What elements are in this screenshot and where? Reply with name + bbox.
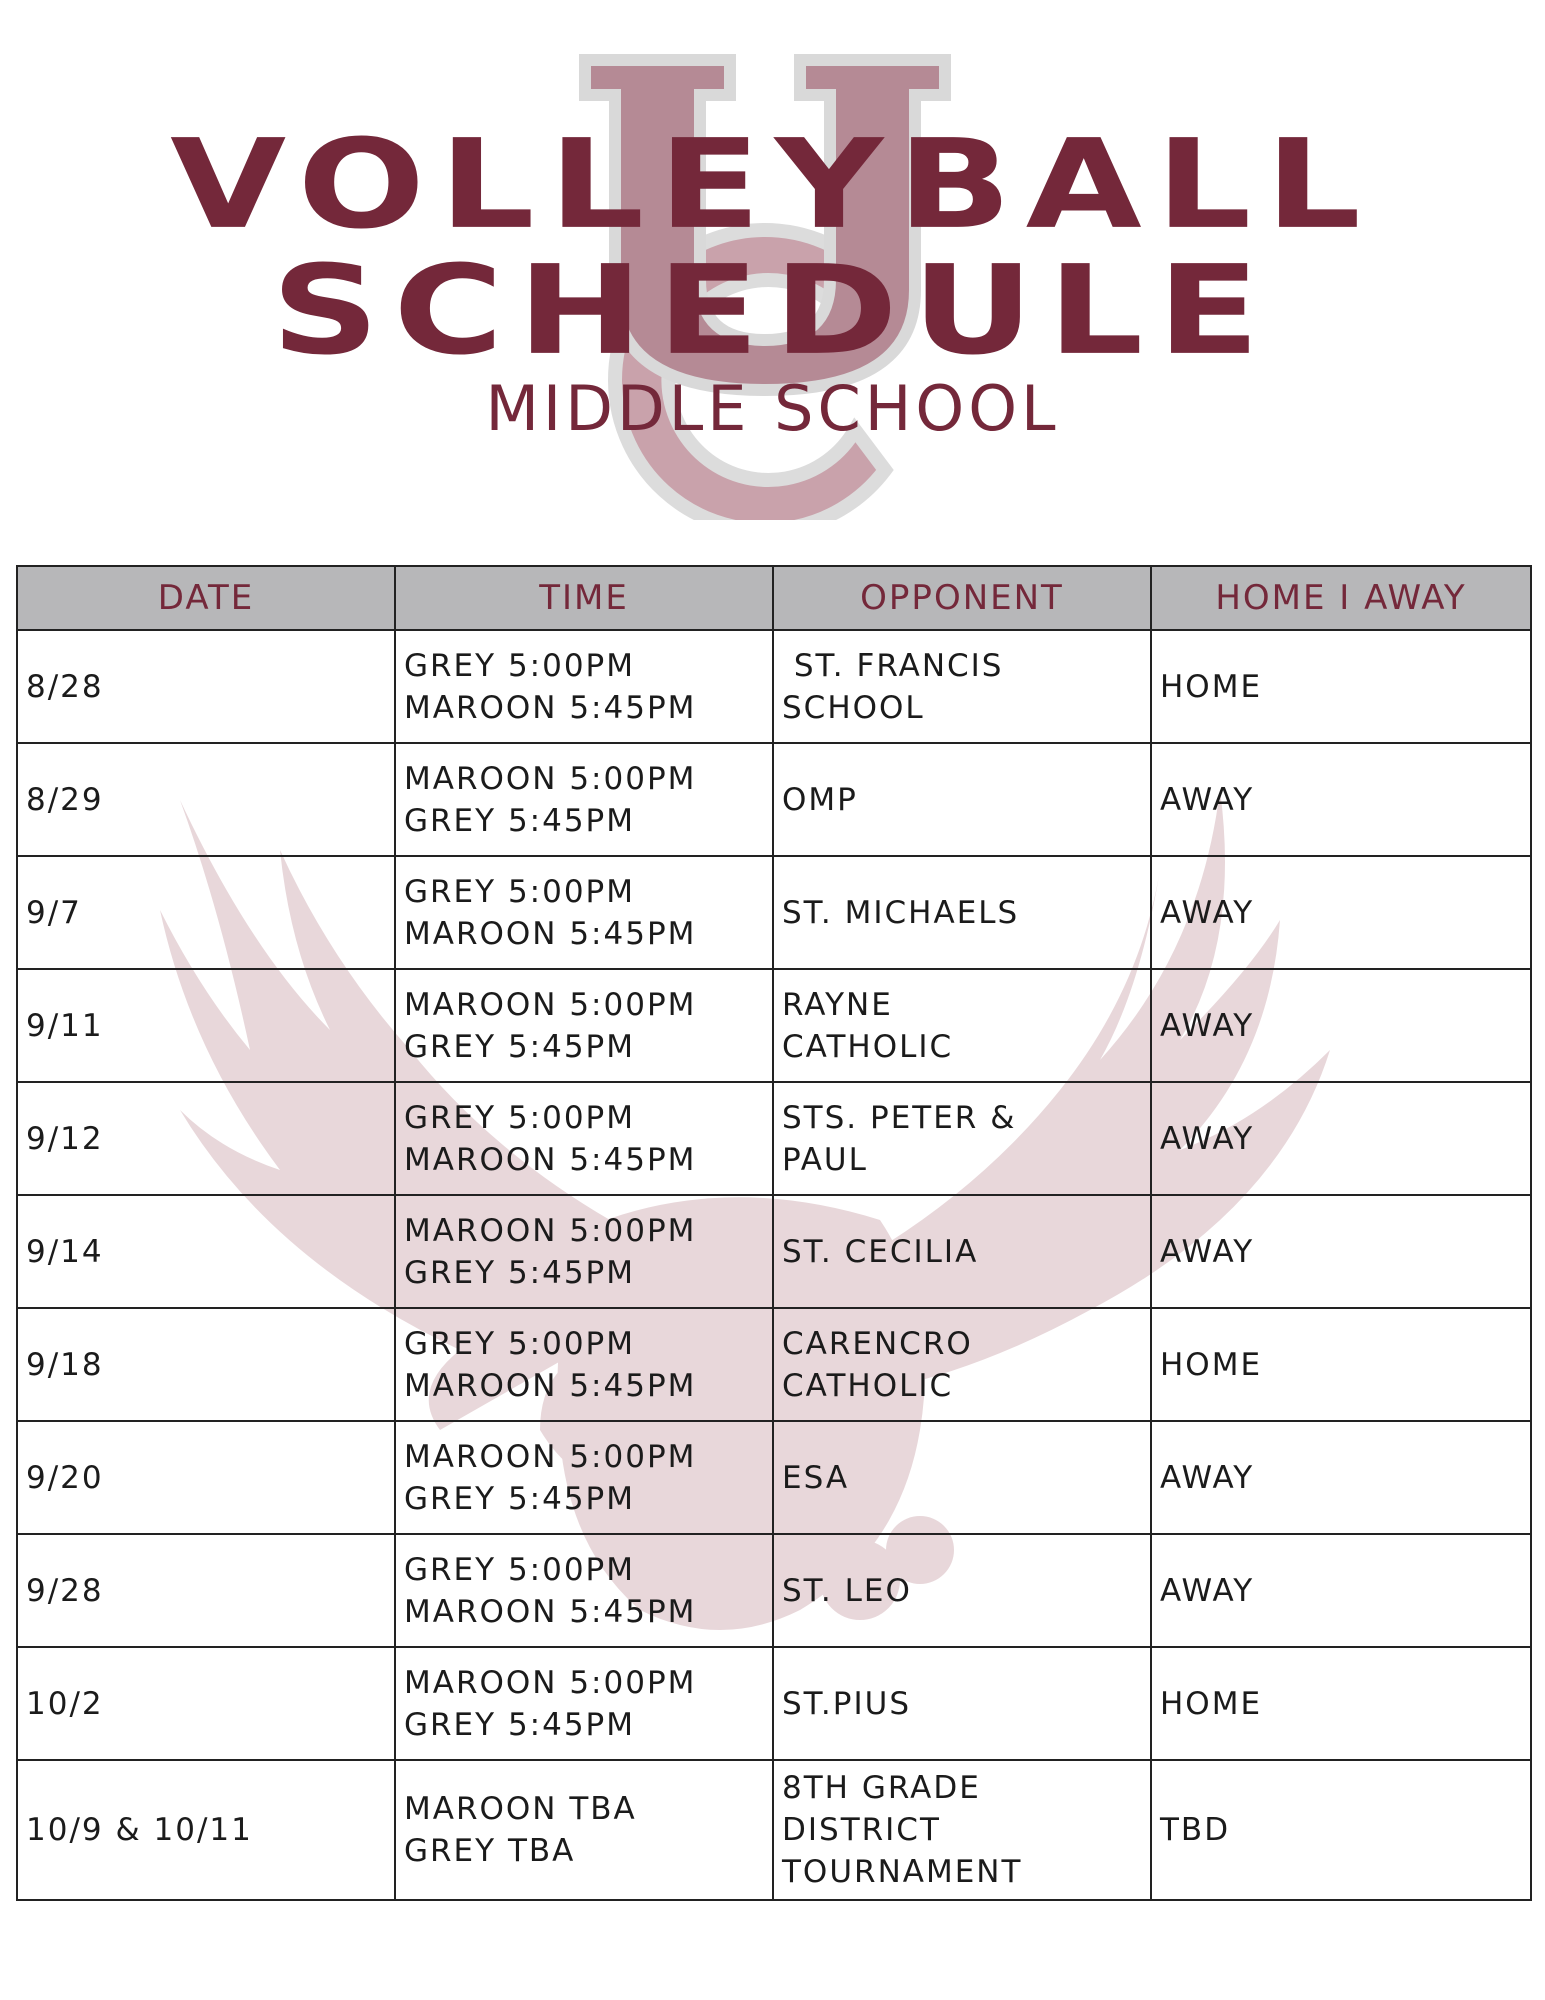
- time-line: MAROON 5:45PM: [404, 1367, 697, 1404]
- date-cell: 9/18: [17, 1308, 395, 1421]
- table-row: [17, 1647, 1531, 1760]
- time-cell: [395, 743, 773, 856]
- title-schedule: SCHEDULE: [271, 239, 1274, 383]
- time-cell: [395, 1082, 773, 1195]
- time-line: MAROON 5:00PM: [404, 1438, 697, 1475]
- opponent-cell: [773, 1308, 1151, 1421]
- time-line: MAROON 5:00PM: [404, 760, 697, 797]
- schedule-table: [16, 565, 1532, 1901]
- date-cell: 10/2: [17, 1647, 395, 1760]
- time-line: MAROON 5:45PM: [404, 915, 697, 952]
- opponent-line: STS. PETER &: [782, 1099, 1017, 1136]
- time-line: MAROON 5:00PM: [404, 986, 697, 1023]
- opponent-line: ST. CECILIA: [782, 1233, 979, 1270]
- opponent-line: CATHOLIC: [782, 1367, 954, 1404]
- opponent-cell: [773, 1647, 1151, 1760]
- location-cell: TBD: [1151, 1760, 1531, 1900]
- opponent-line: ST. FRANCIS: [782, 647, 1004, 684]
- column-header-home-away: HOME I AWAY: [1151, 566, 1531, 630]
- opponent-line: TOURNAMENT: [782, 1854, 1023, 1890]
- time-cell: [395, 1421, 773, 1534]
- time-line: GREY 5:00PM: [404, 1325, 635, 1362]
- time-cell: [395, 1308, 773, 1421]
- location-cell: AWAY: [1151, 743, 1531, 856]
- opponent-line: RAYNE: [782, 986, 893, 1023]
- location-cell: AWAY: [1151, 1082, 1531, 1195]
- time-line: GREY 5:00PM: [404, 873, 635, 910]
- opponent-cell: [773, 630, 1151, 743]
- time-cell: [395, 969, 773, 1082]
- table-row: [17, 969, 1531, 1082]
- opponent-cell: [773, 969, 1151, 1082]
- time-cell: [395, 1534, 773, 1647]
- table-row: [17, 856, 1531, 969]
- opponent-line: CATHOLIC: [782, 1028, 954, 1065]
- opponent-line: DISTRICT: [782, 1812, 941, 1848]
- date-cell: 9/12: [17, 1082, 395, 1195]
- location-cell: HOME: [1151, 1647, 1531, 1760]
- opponent-cell: [773, 1534, 1151, 1647]
- opponent-line: 8TH GRADE: [782, 1770, 981, 1806]
- column-header-opponent: OPPONENT: [773, 566, 1151, 630]
- time-line: GREY 5:45PM: [404, 1706, 635, 1743]
- time-cell: [395, 1760, 773, 1900]
- opponent-line: ST. MICHAELS: [782, 894, 1020, 931]
- location-cell: AWAY: [1151, 1195, 1531, 1308]
- opponent-line: OMP: [782, 781, 858, 818]
- opponent-line: SCHOOL: [782, 689, 925, 726]
- date-cell: 9/28: [17, 1534, 395, 1647]
- opponent-line: PAUL: [782, 1141, 868, 1178]
- table-header-row: [17, 566, 1531, 630]
- location-cell: AWAY: [1151, 856, 1531, 969]
- table-row: [17, 1195, 1531, 1308]
- location-cell: AWAY: [1151, 1421, 1531, 1534]
- opponent-cell: [773, 743, 1151, 856]
- table-row: [17, 1421, 1531, 1534]
- location-cell: AWAY: [1151, 1534, 1531, 1647]
- date-cell: 9/11: [17, 969, 395, 1082]
- date-cell: 10/9 & 10/11: [17, 1760, 395, 1900]
- date-cell: 9/7: [17, 856, 395, 969]
- date-cell: 9/20: [17, 1421, 395, 1534]
- table-row: [17, 1760, 1531, 1900]
- time-line: MAROON TBA: [404, 1791, 637, 1827]
- opponent-line: CARENCRO: [782, 1325, 973, 1362]
- opponent-cell: [773, 1195, 1151, 1308]
- opponent-cell: [773, 1760, 1151, 1900]
- time-line: MAROON 5:45PM: [404, 689, 697, 726]
- time-cell: [395, 630, 773, 743]
- time-line: MAROON 5:45PM: [404, 1141, 697, 1178]
- time-line: GREY TBA: [404, 1833, 576, 1869]
- time-line: GREY 5:45PM: [404, 1254, 635, 1291]
- time-line: GREY 5:00PM: [404, 647, 635, 684]
- opponent-line: ESA: [782, 1459, 850, 1496]
- location-cell: HOME: [1151, 1308, 1531, 1421]
- time-line: GREY 5:45PM: [404, 802, 635, 839]
- column-header-date: DATE: [17, 566, 395, 630]
- time-cell: [395, 856, 773, 969]
- time-cell: [395, 1647, 773, 1760]
- opponent-cell: [773, 856, 1151, 969]
- opponent-line: ST. LEO: [782, 1572, 912, 1609]
- table-row: [17, 630, 1531, 743]
- time-line: MAROON 5:45PM: [404, 1593, 697, 1630]
- table-row: [17, 1082, 1531, 1195]
- date-cell: 8/28: [17, 630, 395, 743]
- column-header-time: TIME: [395, 566, 773, 630]
- time-line: GREY 5:45PM: [404, 1480, 635, 1517]
- table-row: [17, 1534, 1531, 1647]
- location-cell: HOME: [1151, 630, 1531, 743]
- time-line: MAROON 5:00PM: [404, 1212, 697, 1249]
- opponent-cell: [773, 1082, 1151, 1195]
- time-line: MAROON 5:00PM: [404, 1664, 697, 1701]
- subtitle-middle-school: MIDDLE SCHOOL: [485, 372, 1060, 445]
- opponent-line: ST.PIUS: [782, 1685, 911, 1722]
- time-line: GREY 5:00PM: [404, 1099, 635, 1136]
- location-cell: AWAY: [1151, 969, 1531, 1082]
- title-volleyball: VOLLEYBALL: [170, 113, 1375, 257]
- table-row: [17, 1308, 1531, 1421]
- table-row: [17, 743, 1531, 856]
- time-line: GREY 5:00PM: [404, 1551, 635, 1588]
- opponent-cell: [773, 1421, 1151, 1534]
- date-cell: 9/14: [17, 1195, 395, 1308]
- time-line: GREY 5:45PM: [404, 1028, 635, 1065]
- time-cell: [395, 1195, 773, 1308]
- date-cell: 8/29: [17, 743, 395, 856]
